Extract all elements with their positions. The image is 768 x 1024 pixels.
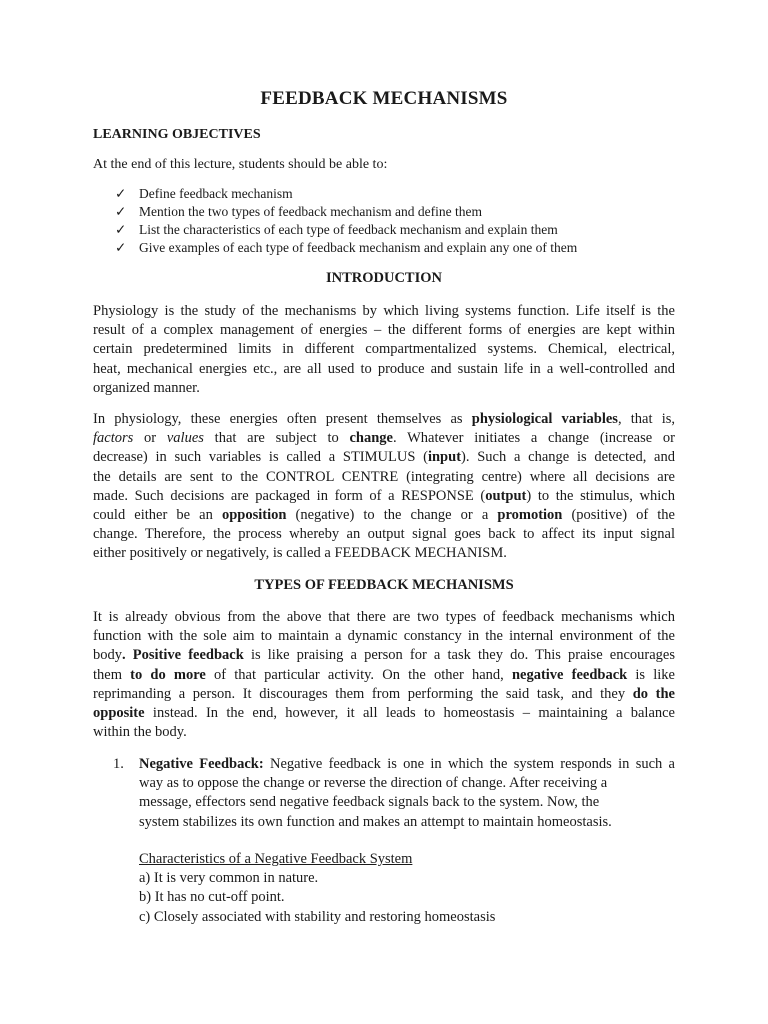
checkmark-icon: ✓ [115,240,127,255]
introduction-paragraph-2 [93,410,675,564]
objective-item [115,203,577,221]
text-line [93,685,675,704]
text-run: ) to the stimulus, which [526,487,675,504]
italic-term: values [166,430,204,447]
bold-term: to do more [130,666,206,683]
text-run: ). Such a change is detected, and [461,449,675,466]
checkmark-icon: ✓ [115,222,127,237]
text-line [93,506,675,525]
text-run: made. Such decisions are packaged in form of a RESPONSE ( [93,487,486,504]
text-line [93,429,675,448]
text-line: organized manner. [93,379,200,396]
text-line: change. Therefore, the process whereby an output signal goes back to affect its input signal [93,526,675,543]
text-run: (positive) of the [562,506,675,523]
text-run: body [93,647,122,664]
introduction-paragraph-1 [93,302,675,398]
italic-term: factors [93,430,134,447]
bold-term: opposition [221,506,287,523]
bold-term: promotion [497,506,563,523]
item-label: Negative Feedback: [139,756,264,772]
types-paragraph [93,608,675,742]
text-line: the details are sent to the CONTROL CENTRE (integrating centre) where all decisions are [93,468,675,485]
bold-term: physiological variables [471,411,618,427]
text-run: that are subject to [203,430,350,447]
text-run: could either be an [93,506,222,523]
text-line [93,646,675,665]
checkmark-icon: ✓ [115,186,127,201]
bold-term: output [485,487,527,504]
types-heading: TYPES OF FEEDBACK MECHANISMS [254,577,514,593]
bold-term: do the [632,685,675,702]
bold-term: change [349,430,393,447]
characteristic-item: b) It has no cut-off point. [139,889,285,906]
text-line: heat, mechanical energies etc., are all used to produce and sustain life in a well-controlled and [93,360,675,377]
checkmark-icon: ✓ [115,204,127,219]
text-run: them [93,666,131,683]
bold-term: . Positive feedback [122,647,244,664]
objective-text: Give examples of each type of feedback mechanism and explain any one of them [139,240,578,255]
objective-text: List the characteristics of each type of feedback mechanism and explain them [139,222,558,237]
text-line [93,666,675,685]
text-line [93,704,675,723]
text-run: is like [627,666,675,683]
objective-item [115,185,577,203]
text-line [139,755,675,774]
learning-objectives-list [115,185,577,257]
text-line: Physiology is the study of the mechanisms by which living systems function. Life itself is the [93,303,675,319]
characteristic-item: c) Closely associated with stability and restoring homeostasis [139,908,496,925]
text-line: certain predetermined limits in different compartmentalized systems. Chemical, electrical, [93,341,675,358]
item-body [139,755,675,832]
text-line: function with the sole aim to maintain a dynamic constancy in the internal environment of the [93,628,675,645]
objective-item [115,239,577,257]
text-line: either positively or negatively, is called a FEEDBACK MECHANISM. [93,545,507,562]
text-line: system stabilizes its own function and makes an attempt to maintain homeostasis. [139,813,612,830]
characteristics-block [139,850,495,927]
objective-item [115,221,577,239]
document-title: FEEDBACK MECHANISMS [260,88,508,109]
text-line [93,410,675,429]
bold-term: input [427,449,462,466]
objective-text: Define feedback mechanism [139,186,293,201]
text-run: decrease) in such variables is called a STIMULUS ( [93,449,428,466]
text-run: (negative) to the change or a [286,506,498,523]
text-line: message, effectors send negative feedback signals back to the system. Now, the [139,794,600,811]
learning-objectives-intro: At the end of this lecture, students should be able to: [93,157,388,172]
text-run: is like praising a person for a task they do. This praise encourages [243,647,675,664]
text-run: In physiology, these energies often present themselves as [93,411,472,427]
text-run: . Whatever initiates a change (increase or [392,430,676,447]
text-line [93,487,675,506]
text-line: It is already obvious from the above that there are two types of feedback mechanisms which [93,609,675,625]
text-run: reprimanding a person. It discourages them from performing the said task, and they [93,685,633,702]
text-run: , that is, [617,411,675,427]
text-line: way as to oppose the change or reverse the direction of change. After receiving a [139,775,608,792]
learning-objectives-heading: LEARNING OBJECTIVES [93,127,261,142]
bold-term: opposite [93,704,145,721]
text-line: within the body. [93,724,187,741]
text-run: instead. In the end, however, it all leads to homeostasis – maintaining a balance [144,704,675,721]
objective-text: Mention the two types of feedback mechanism and define them [139,204,483,219]
text-line: result of a complex management of energies – the different forms of energies are kept within [93,322,675,339]
text-run: of that particular activity. On the other hand, [205,666,512,683]
text-line [93,448,675,467]
characteristics-heading: Characteristics of a Negative Feedback System [139,851,413,867]
introduction-heading: INTRODUCTION [325,270,442,286]
text-run: Negative feedback is one in which the system responds in such a [263,756,675,772]
bold-term: negative feedback [511,666,628,683]
characteristic-item: a) It is very common in nature. [139,870,319,887]
text-run: or [133,430,167,447]
item-number: 1. [113,756,124,772]
